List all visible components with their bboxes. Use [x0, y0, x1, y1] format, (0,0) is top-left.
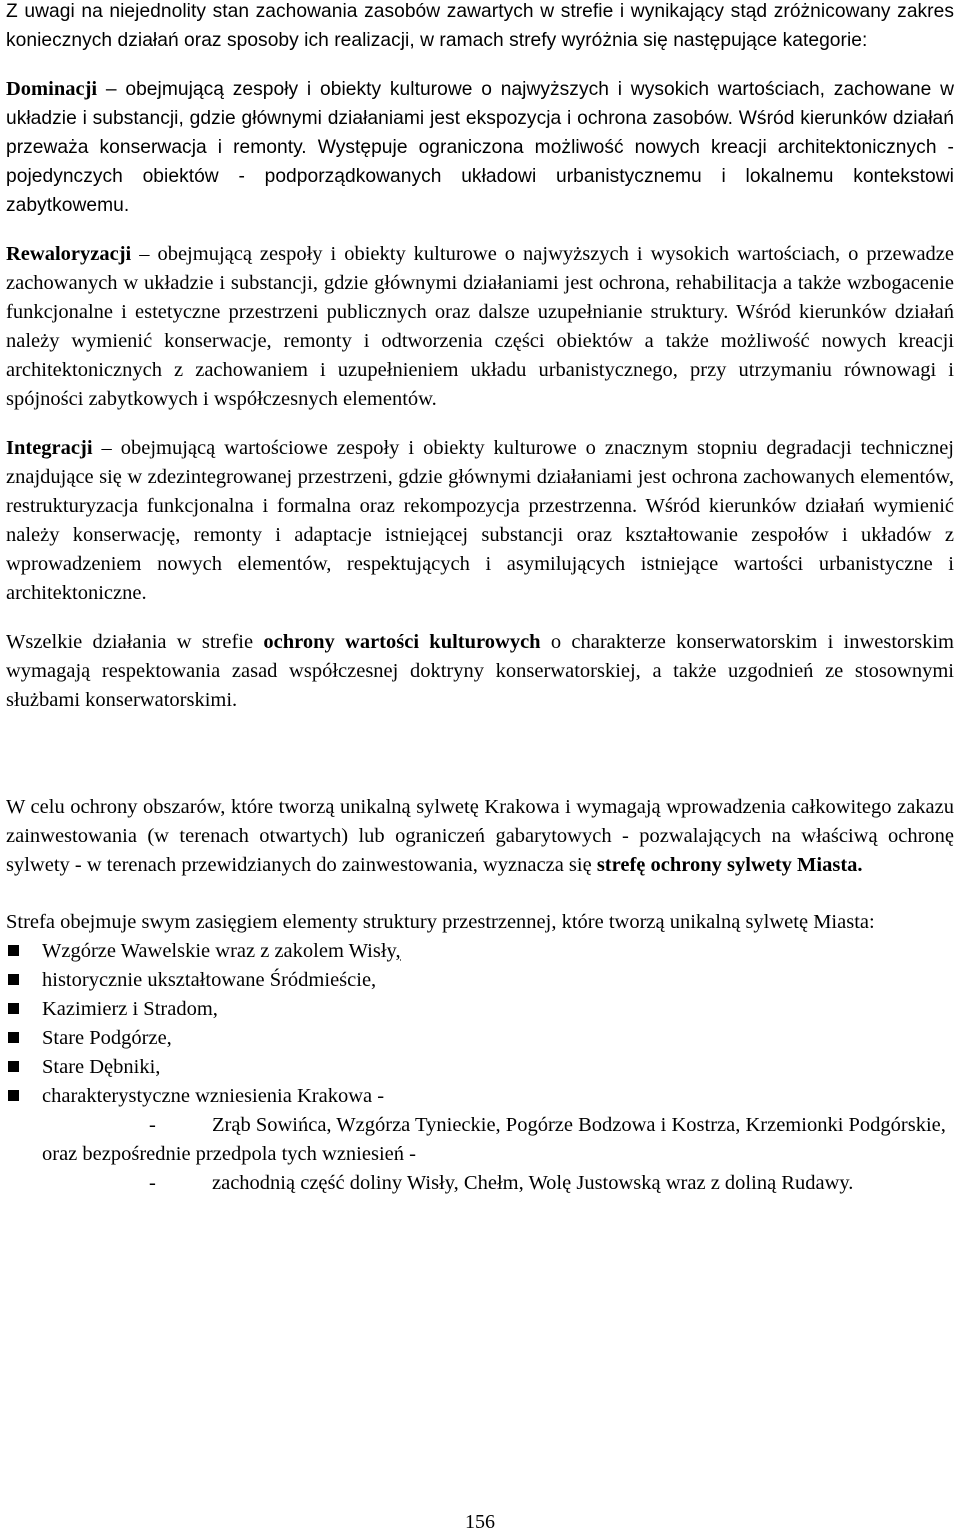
wszelkie-bold: ochrony wartości kulturowych: [263, 631, 541, 653]
underlined-comma: ,: [395, 940, 401, 962]
list-item: Wzgórze Wawelskie wraz z zakolem Wisły,: [6, 937, 954, 966]
rewaloryzacji-text: – obejmującą zespoły i obiekty kulturowe o najwyższych i wysokich wartościach, o przewadze zachowanych w układzie i substancji, gdzie głównymi działaniami jest ochrona, rehabilitacja a także wzbogacenie funkcjonalne i estetyczne przestrzeni publicznych oraz dalsze uzupełnianie struktury. Wśród kierunków działań należy wymienić konserwacje, remonty i odtworzenia części obiektów a także możliwość nowych kreacji architektonicznych z zachowaniem i uzupełnieniem układu urbanistycznego, przy utrzymaniu równowagi i spójności zabytkowych i współczesnych elementów.: [6, 243, 954, 410]
square-bullet-icon: [8, 974, 19, 985]
oraz-line: oraz bezpośrednie przedpola tych wzniesień -: [42, 1143, 416, 1165]
sylweta-paragraph: [6, 793, 954, 880]
integracji-paragraph: [6, 434, 954, 608]
sylweta-elements-list: [6, 937, 954, 1111]
document-page: [6, 0, 954, 1198]
wszelkie-before: Wszelkie działania w strefie: [6, 631, 264, 653]
square-bullet-icon: [8, 1032, 19, 1043]
rewaloryzacji-paragraph: [6, 240, 954, 414]
dash-marker: -: [149, 1114, 156, 1136]
list-item: Stare Podgórze,: [6, 1024, 954, 1053]
list-item: charakterystyczne wzniesienia Krakowa -: [6, 1082, 954, 1111]
wszelkie-paragraph: [6, 628, 954, 715]
square-bullet-icon: [8, 1090, 19, 1101]
sub-list-item-przedpola: - zachodnią część doliny Wisły, Chełm, Wolę Justowską wraz z doliną Rudawy.: [6, 1169, 954, 1198]
square-bullet-icon: [8, 1003, 19, 1014]
rewaloryzacji-term: Rewaloryzacji: [6, 243, 132, 265]
wszelkie-after: o charakterze konserwatorskim i inwestorskim wymagają respektowania zasad współczesnej doktryny konserwatorskiej, a także uzgodnień ze stosownymi służbami konserwatorskimi.: [6, 631, 955, 711]
list-item: historycznie ukształtowane Śródmieście,: [6, 966, 954, 995]
dominacji-text: – obejmującą zespoły i obiekty kulturowe o najwyższych i wysokich wartościach, zachowane w układzie i substancji, gdzie głównymi działaniami jest ekspozycja i ochrona zasobów. Wśród kierunków działań przeważa konserwacja i remonty. Występuje ograniczona możliwość nowych kreacji architektonicznych - pojedynczych obiektów - podporządkowanych układowi urbanistycznemu i lokalnemu kontekstowi zabytkowemu.: [6, 79, 954, 216]
square-bullet-icon: [8, 945, 19, 956]
square-bullet-icon: [8, 1061, 19, 1072]
integracji-term: Integracji: [6, 437, 93, 459]
dominacji-paragraph: [6, 75, 954, 220]
dash-marker: -: [149, 1172, 156, 1194]
page-number: 156: [465, 1511, 495, 1533]
intro-paragraph: Z uwagi na niejednolity stan zachowania zasobów zawartych w strefie i wynikający stąd zróżnicowany zakres koniecznych działań oraz sposoby ich realizacji, w ramach strefy wyróżnia się następujące kategorie:: [6, 1, 954, 51]
sub-list-item-wzniesienia: - Zrąb Sowińca, Wzgórza Tynieckie, Pogórze Bodzowa i Kostrza, Krzemionki Podgórskie,: [6, 1111, 954, 1140]
dominacji-term: Dominacji: [6, 78, 98, 100]
list-item: Kazimierz i Stradom,: [6, 995, 954, 1024]
sylweta-bold: strefę ochrony sylwety Miasta.: [596, 854, 863, 876]
integracji-text: – obejmującą wartościowe zespoły i obiekty kulturowe o znacznym stopniu degradacji technicznej znajdujące się w zdezintegrowanej przestrzeni, gdzie głównymi działaniami jest ochrona zachowanych elementów, restrukturyzacja funkcjonalna i formalna oraz rekompozycja przestrzenna. Wśród kierunków działań wymienić należy konserwację, remonty i adaptacje istniejącej substancji oraz kształtowanie zespołów i układów z wprowadzeniem nowych elementów, respektujących i asymilujących istniejące wartości urbanistyczne i architektoniczne.: [6, 437, 954, 604]
strefa-intro-paragraph: Strefa obejmuje swym zasięgiem elementy struktury przestrzennej, które tworzą unikalną sylwetę Miasta:: [6, 911, 875, 933]
list-item: Stare Dębniki,: [6, 1053, 954, 1082]
sylweta-before: W celu ochrony obszarów, które tworzą unikalną sylwetę Krakowa i wymagają wprowadzenia całkowitego zakazu zainwestowania (w terenach otwartych) lub ograniczeń gabarytowych - pozwalających na właściwą ochronę sylwety - w terenach przewidzianych do zainwestowania, wyznacza się: [6, 796, 954, 876]
